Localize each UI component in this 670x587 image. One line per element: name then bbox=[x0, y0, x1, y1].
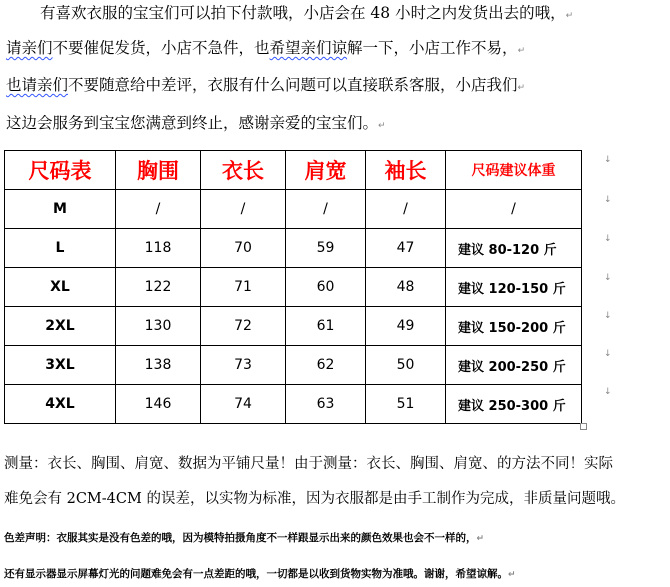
chest-cell: 118 bbox=[116, 229, 201, 268]
row-end-mark: ↓ bbox=[604, 273, 612, 283]
chest-cell: 146 bbox=[116, 385, 201, 424]
weight-cell: 建议 120-150 斤 bbox=[446, 268, 582, 307]
weight-cell: 建议 200-250 斤 bbox=[446, 346, 582, 385]
header-weight: 尺码建议体重 bbox=[446, 151, 582, 190]
color-note-2: 还有显示器显示屏幕灯光的问题难免会有一点差距的哦，一切都是以收到货物实物为准哦。谢谢，希望谅解。↵ bbox=[4, 568, 516, 580]
size-cell: XL bbox=[5, 268, 116, 307]
row-end-mark: ↓ bbox=[604, 387, 612, 397]
sleeve-cell: 49 bbox=[366, 307, 446, 346]
weight-cell: / bbox=[446, 190, 582, 229]
table-row bbox=[5, 385, 582, 424]
sleeve-cell: / bbox=[366, 190, 446, 229]
paragraph-mark: ↵ bbox=[517, 46, 526, 56]
weight-cell: 建议 150-200 斤 bbox=[446, 307, 582, 346]
header-length: 衣长 bbox=[201, 151, 286, 190]
sleeve-cell: 50 bbox=[366, 346, 446, 385]
intro-line-1: 有喜欢衣服的宝宝们可以拍下付款哦，小店会在 48 小时之内发货出去的哦，↵ bbox=[40, 4, 574, 22]
header-size: 尺码表 bbox=[5, 151, 116, 190]
paragraph-mark: ↵ bbox=[517, 83, 526, 93]
header-chest: 胸围 bbox=[116, 151, 201, 190]
header-shoulder: 肩宽 bbox=[286, 151, 366, 190]
sleeve-cell: 48 bbox=[366, 268, 446, 307]
sleeve-cell: 47 bbox=[366, 229, 446, 268]
header-sleeve: 袖长 bbox=[366, 151, 446, 190]
measure-note-1: 测量：衣长、胸围、肩宽、数据为平铺尺量！由于测量：衣长、胸围、肩宽、的方法不同！实际 bbox=[4, 456, 613, 472]
row-end-mark: ↓ bbox=[604, 234, 612, 244]
intro-line-4: 这边会服务到宝宝您满意到终止，感谢亲爱的宝宝们。↵ bbox=[6, 114, 386, 132]
shoulder-cell: 63 bbox=[286, 385, 366, 424]
table-header-row bbox=[5, 151, 582, 190]
sleeve-cell: 51 bbox=[366, 385, 446, 424]
table-row bbox=[5, 190, 582, 229]
shoulder-cell: / bbox=[286, 190, 366, 229]
row-end-mark: ↓ bbox=[604, 155, 612, 165]
chest-cell: 138 bbox=[116, 346, 201, 385]
table-row bbox=[5, 346, 582, 385]
weight-cell: 建议 80-120 斤 bbox=[446, 229, 582, 268]
table-row bbox=[5, 307, 582, 346]
length-cell: 73 bbox=[201, 346, 286, 385]
size-cell: M bbox=[5, 190, 116, 229]
chest-cell: 130 bbox=[116, 307, 201, 346]
chest-cell: 122 bbox=[116, 268, 201, 307]
spell-flag: 也请亲们 bbox=[6, 76, 69, 94]
size-chart-table bbox=[4, 150, 582, 424]
size-cell: L bbox=[5, 229, 116, 268]
length-cell: 74 bbox=[201, 385, 286, 424]
measure-note-2: 难免会有 2CM-4CM 的误差，以实物为标准，因为衣服都是由手工制作为完成，非质量问题哦。 bbox=[4, 491, 625, 507]
shoulder-cell: 60 bbox=[286, 268, 366, 307]
length-cell: 70 bbox=[201, 229, 286, 268]
table-row bbox=[5, 268, 582, 307]
shoulder-cell: 61 bbox=[286, 307, 366, 346]
spell-flag: 请亲们 bbox=[6, 39, 53, 57]
length-cell: / bbox=[201, 190, 286, 229]
intro-line-3: 也请亲们不要随意给中差评，衣服有什么问题可以直接联系客服，小店我们↵ bbox=[6, 76, 526, 94]
paragraph-mark: ↵ bbox=[565, 11, 574, 21]
paragraph-mark: ↵ bbox=[508, 570, 516, 580]
intro-line-2: 请亲们不要催促发货，小店不急件，也希望亲们谅解一下，小店工作不易，↵ bbox=[6, 39, 526, 57]
shoulder-cell: 59 bbox=[286, 229, 366, 268]
spell-flag: 希望亲们谅 bbox=[269, 39, 348, 57]
weight-cell: 建议 250-300 斤 bbox=[446, 385, 582, 424]
color-note-1: 色差声明：衣服其实是没有色差的哦，因为模特拍摄角度不一样跟显示出来的颜色效果也会不一样的，↵ bbox=[4, 532, 485, 544]
paragraph-mark: ↵ bbox=[378, 121, 386, 131]
length-cell: 71 bbox=[201, 268, 286, 307]
size-cell: 2XL bbox=[5, 307, 116, 346]
table-row bbox=[5, 229, 582, 268]
row-end-mark: ↓ bbox=[604, 349, 612, 359]
length-cell: 72 bbox=[201, 307, 286, 346]
table-resize-handle[interactable] bbox=[580, 423, 587, 430]
shoulder-cell: 62 bbox=[286, 346, 366, 385]
row-end-mark: ↓ bbox=[604, 311, 612, 321]
size-cell: 4XL bbox=[5, 385, 116, 424]
chest-cell: / bbox=[116, 190, 201, 229]
paragraph-mark: ↵ bbox=[476, 534, 485, 544]
size-cell: 3XL bbox=[5, 346, 116, 385]
row-end-mark: ↓ bbox=[604, 195, 612, 205]
